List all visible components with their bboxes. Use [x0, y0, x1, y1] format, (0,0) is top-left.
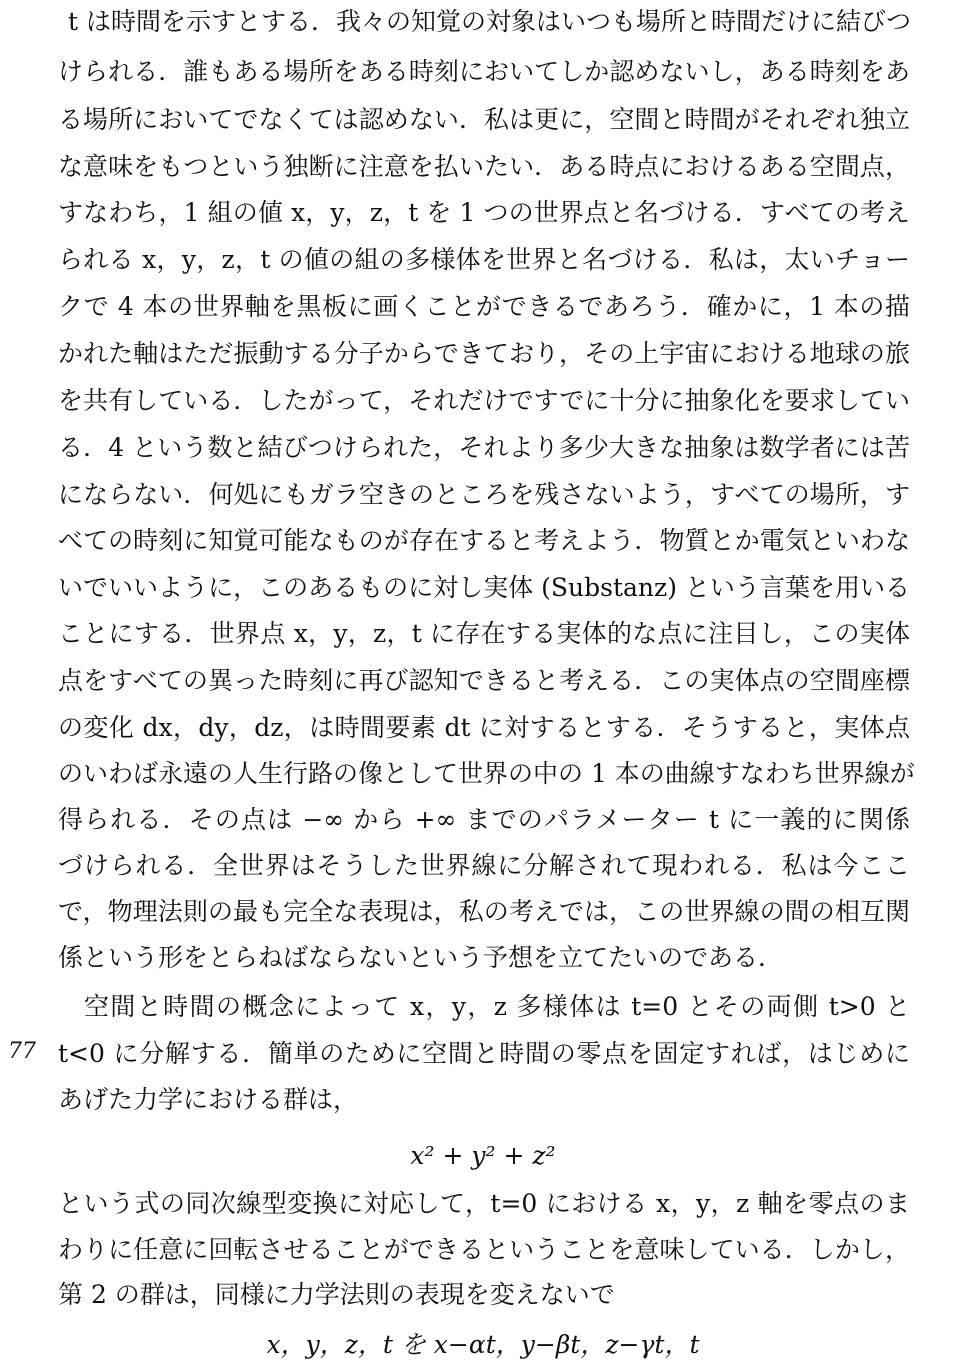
text-line: 得られる．その点は −∞ から +∞ までのパラメーター t に一義的に関係	[58, 805, 910, 834]
text-line: という式の同次線型変換に対応して，t=0 における x，y，z 軸を零点のま	[58, 1189, 910, 1218]
text-line: あげた力学における群は，	[58, 1085, 359, 1114]
text-line: 点をすべての異った時刻に再び認知できると考える．この実体点の空間座標	[58, 666, 910, 695]
text-line: いでいいように，このあるものに対し実体 (Substanz) という言葉を用いる	[58, 573, 910, 602]
text-line: すなわち，1 組の値 x，y，z，t を 1 つの世界点と名づける．すべての考え	[58, 198, 910, 227]
text-line: づけられる．全世界はそうした世界線に分解されて現われる．私は今ここ	[58, 851, 910, 880]
text-line: クで 4 本の世界軸を黒板に画くことができるであろう．確かに，1 本の描	[58, 292, 910, 321]
text-line: る場所においてでなくては認めない．私は更に，空間と時間がそれぞれ独立	[58, 105, 910, 134]
text-line: な意味をもつという独断に注意を払いたい．ある時点におけるある空間点，	[58, 152, 910, 181]
text-line: t<0 に分解する．簡単のために空間と時間の零点を固定すれば，はじめに	[58, 1039, 910, 1068]
equation: x² + y² + z²	[410, 1141, 556, 1170]
text-line: を共有している．したがって，それだけですでに十分に抽象化を要求してい	[58, 386, 910, 415]
text-line: られる x，y，z，t の値の組の多様体を世界と名づける．私は，太いチョー	[58, 245, 910, 274]
equation: x，y，z，t を x−αt，y−βt，z−γt，t	[266, 1330, 700, 1359]
text-line: ことにする．世界点 x，y，z，t に存在する実体的な点に注目し，この実体	[58, 619, 910, 648]
text-line: 第 2 の群は，同様に力学法則の表現を変えないで	[58, 1280, 615, 1309]
text-line: 空間と時間の概念によって x，y，z 多様体は t=0 とその両側 t>0 と	[84, 992, 910, 1021]
text-line: にならない．何処にもガラ空きのところを残さないよう，すべての場所，す	[58, 480, 910, 509]
text-line: で，物理法則の最も完全な表現は，私の考えでは，この世界線の間の相互関	[58, 897, 910, 926]
text-line: る．4 という数と結びつけられた，それより多少大きな抽象は数学者には苦	[58, 433, 910, 462]
text-line: かれた軸はただ振動する分子からできており，その上宇宙における地球の旅	[58, 339, 910, 368]
text-line: べての時刻に知覚可能なものが存在すると考えよう．物質とか電気といわな	[58, 526, 910, 555]
text-line: わりに任意に回転させることができるということを意味している．しかし，	[58, 1235, 910, 1264]
text-line: のいわば永遠の人生行路の像として世界の中の 1 本の曲線すなわち世界線が	[58, 759, 915, 788]
text-line: t は時間を示すとする．我々の知覚の対象はいつも場所と時間だけに結びつ	[68, 7, 911, 36]
text-line: けられる．誰もある場所をある時刻においてしか認めないし，ある時刻をあ	[58, 57, 910, 86]
margin-page-number: 77	[8, 1039, 36, 1064]
text-line: の変化 dx，dy，dz，は時間要素 dt に対するとする．そうすると，実体点	[58, 713, 910, 742]
text-line: 係という形をとらねばならないという予想を立てたいのである．	[58, 943, 784, 972]
